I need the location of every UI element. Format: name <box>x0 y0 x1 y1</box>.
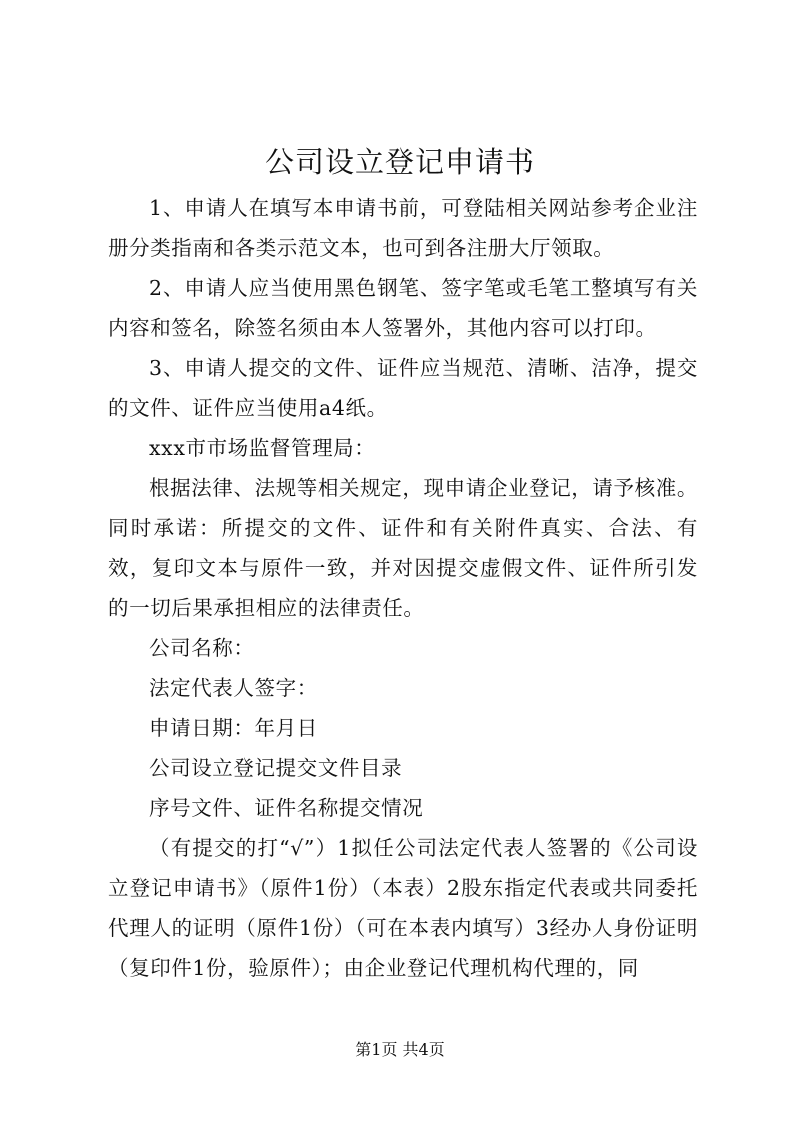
instruction-paragraph-1: 1、申请人在填写本申请书前，可登陆相关网站参考企业注册分类指南和各类示范文本，也可到各注册大厅领取。 <box>108 196 698 260</box>
document-title: 公司设立登记申请书 <box>264 145 535 179</box>
instruction-paragraph-3: 3、申请人提交的文件、证件应当规范、清晰、洁净，提交的文件、证件应当使用a4纸。 <box>108 356 698 420</box>
catalog-column-headers: 序号文件、证件名称提交情况 <box>149 796 424 820</box>
application-date-field: 申请日期：年月日 <box>149 716 318 740</box>
addressee-line: xxx市市场监督管理局： <box>149 436 376 460</box>
instruction-paragraph-2: 2、申请人应当使用黑色钢笔、签字笔或毛笔工整填写有关内容和签名，除签名须由本人签署外，其他内容可以打印。 <box>108 276 698 340</box>
page-number-footer: 第1页 共4页 <box>355 1040 445 1059</box>
legal-representative-signature-field: 法定代表人签字： <box>149 676 318 700</box>
document-body <box>108 188 698 988</box>
company-name-field: 公司名称： <box>149 636 255 660</box>
catalog-items-paragraph: （有提交的打“√”）1拟任公司法定代表人签署的《公司设立登记申请书》（原件1份）（本表）2股东指定代表或共同委托代理人的证明（原件1份）（可在本表内填写）3经办人身份证明（复印件1份，验原件）；由企业登记代理机构代理的，同 <box>108 836 698 980</box>
file-catalog-heading: 公司设立登记提交文件目录 <box>149 756 403 780</box>
declaration-paragraph: 根据法律、法规等相关规定，现申请企业登记，请予核准。同时承诺：所提交的文件、证件和有关附件真实、合法、有效，复印文本与原件一致，并对因提交虚假文件、证件所引发的一切后果承担相应的法律责任。 <box>108 476 698 620</box>
